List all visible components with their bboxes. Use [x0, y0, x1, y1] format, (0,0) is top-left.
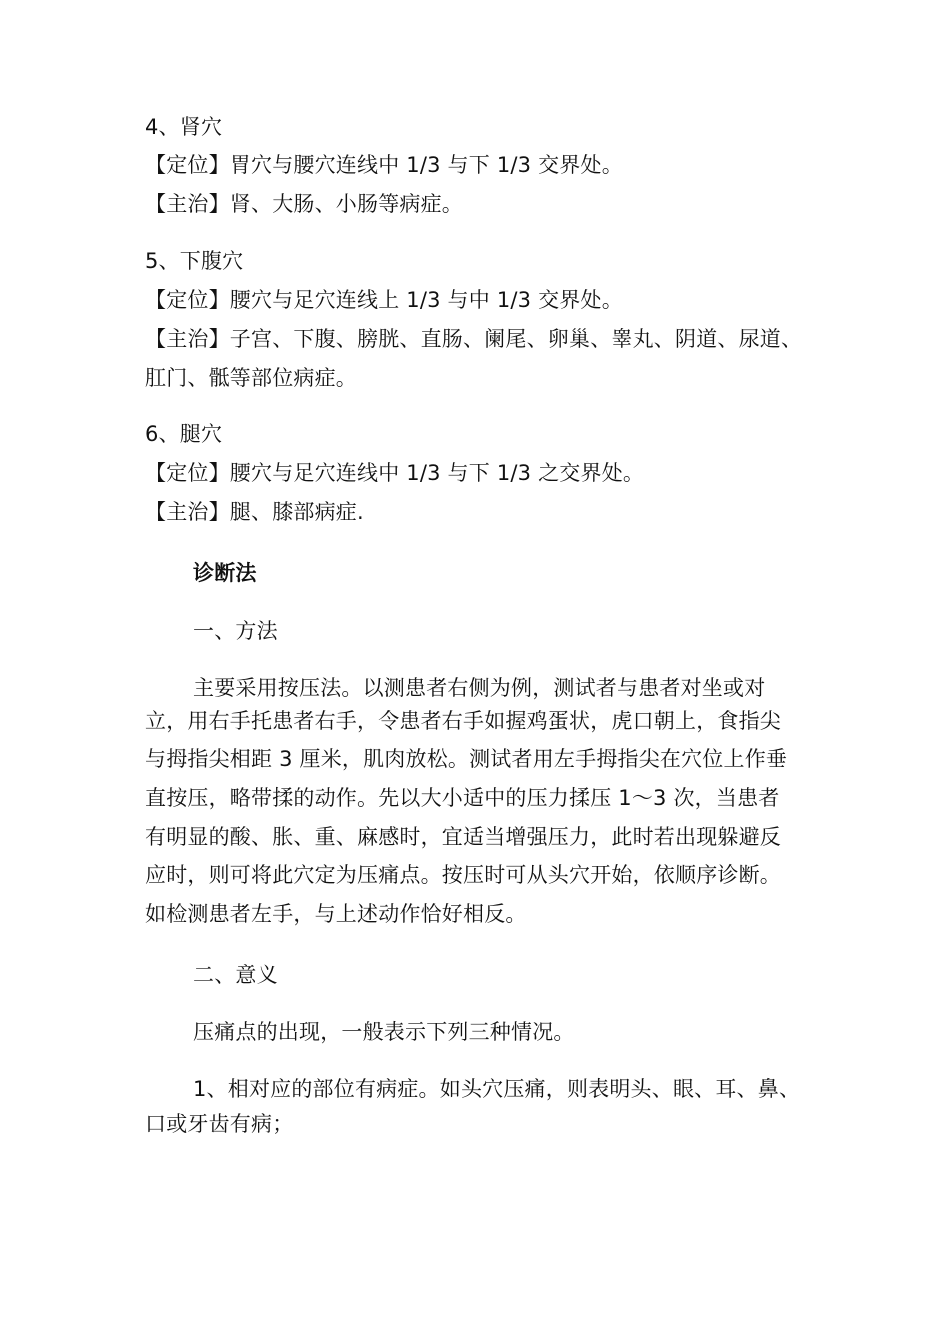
method-paragraph-line: 主要采用按压法。以测患者右侧为例，测试者与患者对坐或对	[193, 676, 766, 700]
method-paragraph-line: 与拇指尖相距 3 厘米，肌肉放松。测试者用左手拇指尖在穴位上作垂	[145, 747, 788, 771]
method-paragraph-line: 应时，则可将此穴定为压痛点。按压时可从头穴开始，依顺序诊断。	[145, 863, 781, 887]
meaning-intro: 压痛点的出现，一般表示下列三种情况。	[193, 1020, 575, 1044]
meaning-item-1-line: 口或牙齿有病；	[145, 1112, 294, 1136]
meaning-item-1-line: 1、相对应的部位有病症。如头穴压痛，则表明头、眼、耳、鼻、	[193, 1077, 801, 1101]
acupoint-indication-leg: 【主治】腿、膝部病症.	[145, 500, 364, 524]
acupoint-heading-leg: 6、腿穴	[145, 422, 223, 446]
acupoint-indication-kidney: 【主治】肾、大肠、小肠等病症。	[145, 192, 463, 216]
method-paragraph-line: 有明显的酸、胀、重、麻感时，宜适当增强压力，此时若出现躲避反	[145, 825, 781, 849]
acupoint-location-lower-abdomen: 【定位】腰穴与足穴连线上 1/3 与中 1/3 交界处。	[145, 288, 623, 312]
method-heading: 一、方法	[193, 619, 278, 643]
section-title-diagnosis: 诊断法	[193, 561, 257, 585]
method-paragraph-line: 如检测患者左手，与上述动作恰好相反。	[145, 902, 527, 926]
acupoint-location-kidney: 【定位】胃穴与腰穴连线中 1/3 与下 1/3 交界处。	[145, 153, 623, 177]
meaning-heading: 二、意义	[193, 963, 278, 987]
method-paragraph-line: 直按压，略带揉的动作。先以大小适中的压力揉压 1～3 次，当患者	[145, 786, 780, 810]
acupoint-heading-kidney: 4、肾穴	[145, 115, 223, 139]
acupoint-heading-lower-abdomen: 5、下腹穴	[145, 249, 244, 273]
acupoint-indication-lower-abdomen-line2: 肛门、骶等部位病症。	[145, 366, 357, 390]
acupoint-location-leg: 【定位】腰穴与足穴连线中 1/3 与下 1/3 之交界处。	[145, 461, 645, 485]
method-paragraph-line: 立，用右手托患者右手，令患者右手如握鸡蛋状，虎口朝上，食指尖	[145, 709, 781, 733]
acupoint-indication-lower-abdomen-line1: 【主治】子宫、下腹、膀胱、直肠、阑尾、卵巢、睾丸、阴道、尿道、	[145, 327, 803, 351]
